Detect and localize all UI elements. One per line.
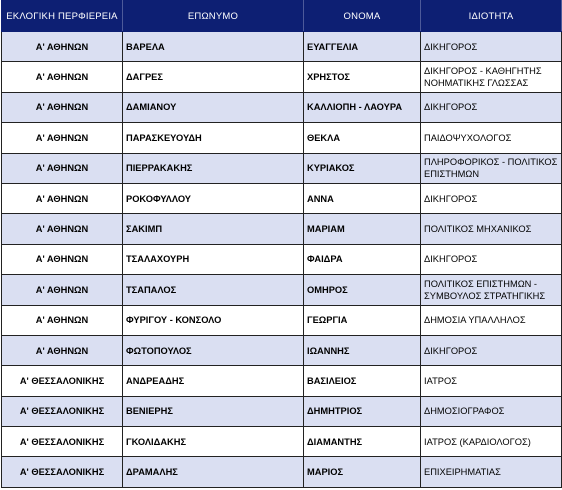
table-row [2, 366, 562, 396]
table-row [2, 396, 562, 426]
cell-surname: ΠΙΕΡΡΑΚΑΚΗΣ [123, 153, 304, 183]
cell-region: Α' ΑΘΗΝΩΝ [2, 92, 123, 122]
cell-profession: ΙΑΤΡΟΣ [421, 366, 562, 396]
cell-region: Α' ΘΕΣΣΑΛΟΝΙΚΗΣ [2, 457, 123, 487]
header-row [2, 1, 562, 32]
cell-surname: ΣΑΚΙΜΠ [123, 214, 304, 244]
cell-first-name: ΜΑΡΙΑΜ [304, 214, 421, 244]
cell-profession: ΔΙΚΗΓΟΡΟΣ [421, 32, 562, 62]
cell-region: Α' ΑΘΗΝΩΝ [2, 335, 123, 365]
cell-surname: ΦΩΤΟΠΟΥΛΟΣ [123, 335, 304, 365]
table-row [2, 153, 562, 183]
cell-first-name: ΙΩΑΝΝΗΣ [304, 335, 421, 365]
cell-surname: ΒΑΡΕΛΑ [123, 32, 304, 62]
table-row [2, 92, 562, 122]
cell-region: Α' ΑΘΗΝΩΝ [2, 275, 123, 305]
cell-first-name: ΦΑΙΔΡΑ [304, 244, 421, 274]
cell-region: Α' ΑΘΗΝΩΝ [2, 32, 123, 62]
cell-surname: ΔΑΜΙΑΝΟΥ [123, 92, 304, 122]
cell-profession: ΠΛΗΡΟΦΟΡΙΚΟΣ - ΠΟΛΙΤΙΚΟΣ ΕΠΙΣΤΗΜΩΝ [421, 153, 562, 183]
table-row [2, 123, 562, 153]
cell-surname: ΑΝΔΡΕΑΔΗΣ [123, 366, 304, 396]
cell-surname: ΦΥΡΙΓΟΥ - ΚΟΝΣΟΛΟ [123, 305, 304, 335]
cell-profession: ΕΠΙΧΕΙΡΗΜΑΤΙΑΣ [421, 457, 562, 487]
cell-profession: ΔΙΚΗΓΟΡΟΣ - ΚΑΘΗΓΗΤΗΣ ΝΟΗΜΑΤΙΚΗΣ ΓΛΩΣΣΑΣ [421, 62, 562, 92]
cell-region: Α' ΑΘΗΝΩΝ [2, 153, 123, 183]
header-region: ΕΚΛΟΓΙΚΗ ΠΕΡΦΙΕΡΕΙΑ [2, 1, 123, 32]
header-first-name: ΟΝΟΜΑ [304, 1, 421, 32]
cell-first-name: ΜΑΡΙΟΣ [304, 457, 421, 487]
header-surname: ΕΠΩΝΥΜΟ [123, 1, 304, 32]
cell-profession: ΔΗΜΟΣΙΑ ΥΠΑΛΛΗΛΟΣ [421, 305, 562, 335]
cell-region: Α' ΑΘΗΝΩΝ [2, 123, 123, 153]
cell-surname: ΡΟΚΟΦΥΛΛΟΥ [123, 183, 304, 213]
table-header [2, 1, 562, 32]
cell-profession: ΠΟΛΙΤΙΚΟΣ ΕΠΙΣΤΗΜΩΝ - ΣΥΜΒΟΥΛΟΣ ΣΤΡΑΤΗΓΙΚΗΣ [421, 275, 562, 305]
cell-profession: ΠΑΙΔΟΨΥΧΟΛΟΓΟΣ [421, 123, 562, 153]
cell-first-name: ΘΕΚΛΑ [304, 123, 421, 153]
cell-surname: ΓΚΟΛΙΔΑΚΗΣ [123, 427, 304, 457]
cell-first-name: ΚΑΛΛΙΟΠΗ - ΛΑΟΥΡΑ [304, 92, 421, 122]
cell-surname: ΠΑΡΑΣΚΕΥΟΥΔΗ [123, 123, 304, 153]
cell-first-name: ΔΙΑΜΑΝΤΗΣ [304, 427, 421, 457]
cell-region: Α' ΑΘΗΝΩΝ [2, 244, 123, 274]
table-row [2, 457, 562, 487]
cell-region: Α' ΘΕΣΣΑΛΟΝΙΚΗΣ [2, 396, 123, 426]
cell-first-name: ΔΗΜΗΤΡΙΟΣ [304, 396, 421, 426]
cell-region: Α' ΘΕΣΣΑΛΟΝΙΚΗΣ [2, 427, 123, 457]
table-row [2, 32, 562, 62]
table-row [2, 244, 562, 274]
cell-surname: ΔΡΑΜΑΛΗΣ [123, 457, 304, 487]
cell-first-name: ΑΝΝΑ [304, 183, 421, 213]
cell-profession: ΠΟΛΙΤΙΚΟΣ ΜΗΧΑΝΙΚΟΣ [421, 214, 562, 244]
cell-surname: ΤΣΑΛΑΧΟΥΡΗ [123, 244, 304, 274]
cell-first-name: ΧΡΗΣΤΟΣ [304, 62, 421, 92]
cell-profession: ΔΙΚΗΓΟΡΟΣ [421, 183, 562, 213]
table-row [2, 214, 562, 244]
cell-first-name: ΓΕΩΡΓΙΑ [304, 305, 421, 335]
cell-region: Α' ΑΘΗΝΩΝ [2, 183, 123, 213]
cell-surname: ΔΑΓΡΕΣ [123, 62, 304, 92]
cell-first-name: ΚΥΡΙΑΚΟΣ [304, 153, 421, 183]
header-profession: ΙΔΙΟΤΗΤΑ [421, 1, 562, 32]
table-row [2, 335, 562, 365]
cell-region: Α' ΑΘΗΝΩΝ [2, 62, 123, 92]
cell-first-name: ΟΜΗΡΟΣ [304, 275, 421, 305]
cell-region: Α' ΘΕΣΣΑΛΟΝΙΚΗΣ [2, 366, 123, 396]
table-row [2, 183, 562, 213]
table-row [2, 305, 562, 335]
candidates-table [1, 0, 562, 488]
cell-region: Α' ΑΘΗΝΩΝ [2, 305, 123, 335]
table-body [2, 32, 562, 488]
cell-profession: ΔΙΚΗΓΟΡΟΣ [421, 244, 562, 274]
cell-surname: ΤΣΑΠΑΛΟΣ [123, 275, 304, 305]
cell-first-name: ΕΥΑΓΓΕΛΙΑ [304, 32, 421, 62]
cell-first-name: ΒΑΣΙΛΕΙΟΣ [304, 366, 421, 396]
table-row [2, 427, 562, 457]
table-row [2, 275, 562, 305]
cell-region: Α' ΑΘΗΝΩΝ [2, 214, 123, 244]
cell-profession: ΙΑΤΡΟΣ (ΚΑΡΔΙΟΛΟΓΟΣ) [421, 427, 562, 457]
cell-profession: ΔΗΜΟΣΙΟΓΡΑΦΟΣ [421, 396, 562, 426]
cell-profession: ΔΙΚΗΓΟΡΟΣ [421, 92, 562, 122]
cell-profession: ΔΙΚΗΓΟΡΟΣ [421, 335, 562, 365]
cell-surname: ΒΕΝΙΕΡΗΣ [123, 396, 304, 426]
table-row [2, 62, 562, 92]
